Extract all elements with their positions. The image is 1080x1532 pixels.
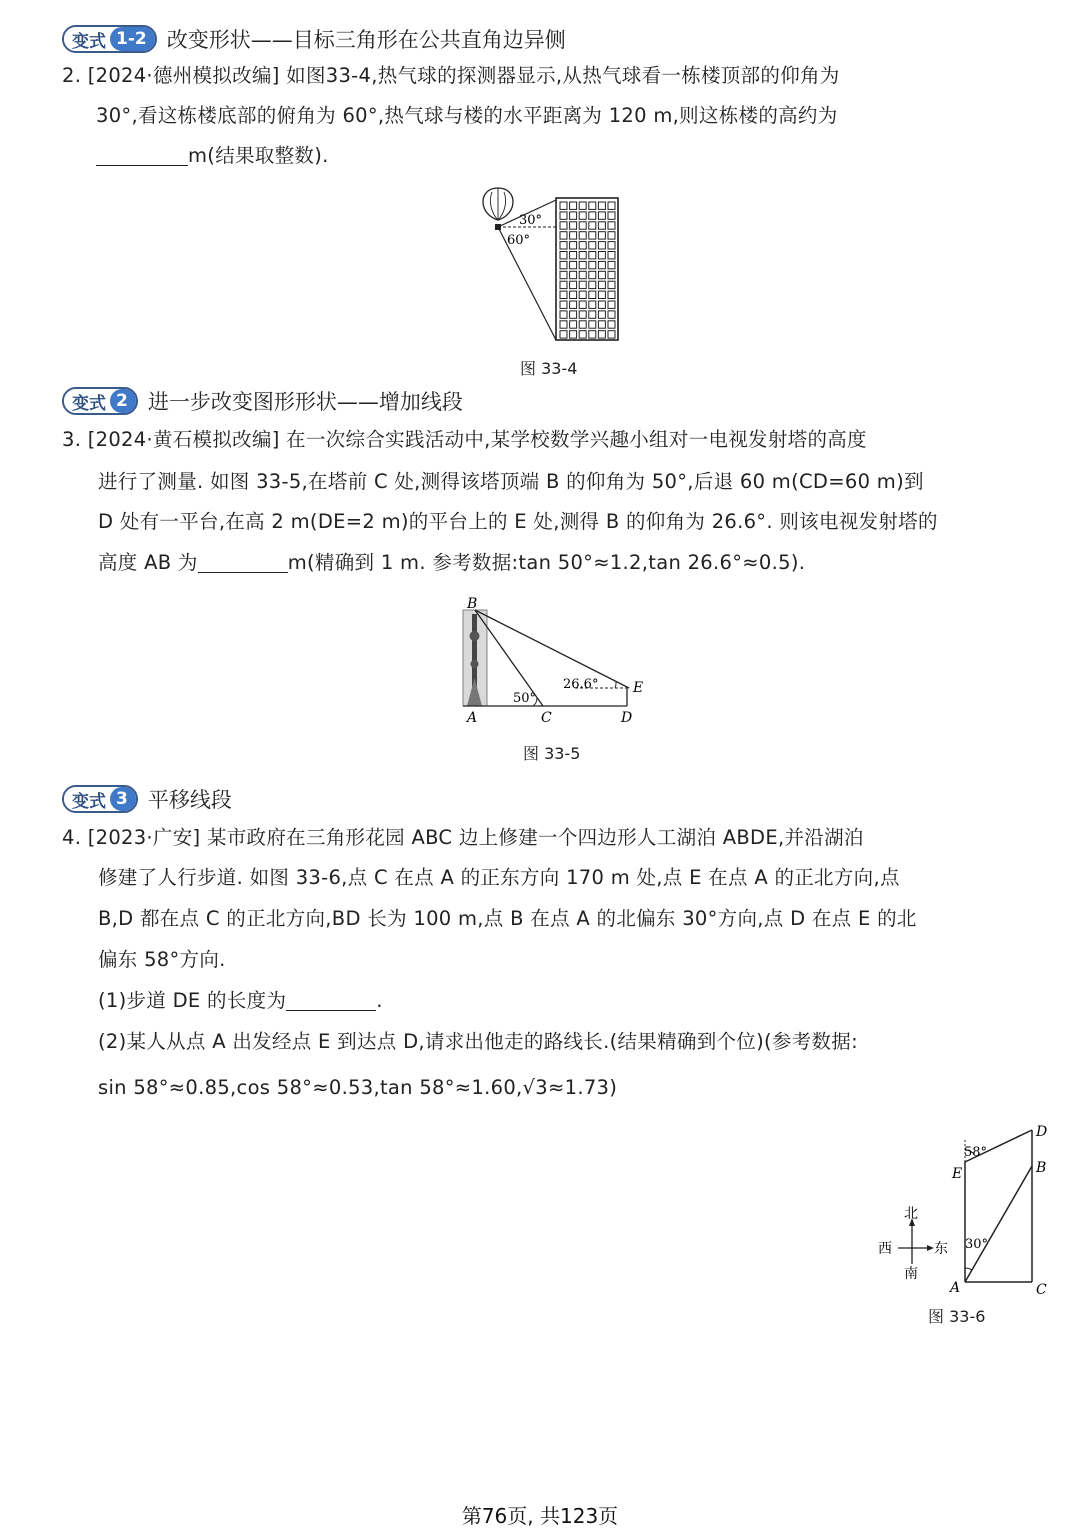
sub-question-1-text: (1)步道 DE 的长度为: [98, 989, 287, 1012]
question-2-line-3: [96, 136, 329, 176]
segment-AB: [965, 1166, 1032, 1282]
question-3-line-4-start: 高度 AB 为: [98, 551, 198, 574]
label-A: A: [467, 710, 478, 726]
question-3-line-4-end: m(精确到 1 m. 参考数据:tan 50°≈1.2,tan 26.6°≈0.5).: [287, 551, 806, 574]
question-4-sub-1: [98, 981, 383, 1021]
sight-line-e: [475, 610, 629, 688]
question-2-line-3-text: m(结果取整数).: [188, 144, 329, 167]
compass-north: 北: [904, 1206, 918, 1222]
variant-badge: [62, 785, 138, 813]
variant-badge: [62, 387, 138, 415]
question-2-line-2: 30°,看这栋楼底部的俯角为 60°,热气球与楼的水平距离为 120 m,则这栋楼的高约为: [96, 104, 838, 127]
section-title: 改变形状——目标三角形在公共直角边异侧: [166, 28, 566, 52]
sub-question-1-period: .: [376, 989, 383, 1012]
figure-caption: 图 33-5: [523, 744, 581, 763]
badge-number: 1-2: [110, 27, 155, 51]
label-E: E: [952, 1166, 963, 1182]
question-3-line-2: 进行了测量. 如图 33-5,在塔前 C 处,测得该塔顶端 B 的仰角为 50°,后退 60 m(CD=60 m)到: [98, 470, 924, 493]
figure-33-5: [455, 592, 655, 727]
badge-label: 变式: [64, 389, 110, 413]
label-D: D: [1036, 1124, 1048, 1140]
question-4-line-2: 修建了人行步道. 如图 33-6,点 C 在点 A 的正东方向 170 m 处,点 E 在点 A 的正北方向,点: [98, 866, 900, 889]
question-4-sub-2: (2)某人从点 A 出发经点 E 到达点 D,请求出他走的路线长.(结果精确到个位)(参考数据:: [98, 1030, 858, 1053]
angle-60-label: 60°: [507, 233, 531, 248]
question-4-line-1: 4. [2023·广安] 某市政府在三角形花园 ABC 边上修建一个四边形人工湖泊 ABDE,并沿湖泊: [62, 826, 864, 849]
section-header-2: [62, 386, 463, 416]
angle-58-label: 58°: [964, 1145, 988, 1160]
figure-33-4: [470, 180, 630, 345]
badge-label: 变式: [64, 27, 110, 51]
question-4-line-4: 偏东 58°方向.: [98, 948, 226, 971]
tv-tower: [463, 610, 487, 706]
compass-west: 西: [878, 1241, 892, 1257]
section-header-1: [62, 24, 566, 54]
figure-caption: 图 33-6: [928, 1307, 986, 1326]
label-B: B: [467, 596, 478, 612]
page-footer: 第76页, 共123页: [461, 1504, 619, 1528]
hot-air-balloon: [483, 188, 513, 230]
answer-blank[interactable]: [198, 548, 288, 573]
angle-30-label: 30°: [965, 1237, 989, 1252]
compass-south: 南: [904, 1266, 918, 1282]
figure-33-6: [870, 1120, 1060, 1300]
label-C: C: [1036, 1282, 1047, 1298]
angle-50-label: 50°: [513, 691, 537, 706]
label-A: A: [950, 1280, 961, 1296]
figure-caption: 图 33-4: [520, 359, 578, 378]
question-3-line-1: 3. [2024·黄石模拟改编] 在一次综合实践活动中,某学校数学兴趣小组对一电视发射塔的高度: [62, 428, 867, 451]
label-E: E: [633, 680, 644, 696]
badge-number: 3: [110, 787, 136, 811]
label-B: B: [1036, 1160, 1047, 1176]
building: [556, 198, 618, 340]
compass-east: 东: [934, 1241, 948, 1257]
section-header-3: [62, 784, 232, 814]
question-2-line-1: 2. [2024·德州模拟改编] 如图33-4,热气球的探测器显示,从热气球看一栋楼顶部的仰角为: [62, 64, 840, 87]
section-title: 平移线段: [147, 788, 232, 812]
question-4-sub-2-ref: sin 58°≈0.85,cos 58°≈0.53,tan 58°≈1.60,√3≈1.73): [98, 1076, 618, 1099]
label-C: C: [541, 710, 552, 726]
question-4-line-3: B,D 都在点 C 的正北方向,BD 长为 100 m,点 B 在点 A 的北偏东 30°方向,点 D 在点 E 的北: [98, 907, 917, 930]
angle-26-6-label: 26.6°: [563, 677, 599, 692]
section-title: 进一步改变图形形状——增加线段: [147, 390, 463, 414]
badge-label: 变式: [64, 787, 110, 811]
answer-blank[interactable]: [286, 986, 376, 1011]
label-D: D: [621, 710, 633, 726]
compass: [878, 1206, 948, 1282]
angle-30-label: 30°: [519, 213, 543, 228]
answer-blank[interactable]: [96, 141, 188, 166]
variant-badge: [62, 25, 157, 53]
question-3-line-4: [98, 543, 805, 583]
question-3-line-3: D 处有一平台,在高 2 m(DE=2 m)的平台上的 E 处,测得 B 的仰角为 26.6°. 则该电视发射塔的: [98, 510, 938, 533]
badge-number: 2: [110, 389, 136, 413]
